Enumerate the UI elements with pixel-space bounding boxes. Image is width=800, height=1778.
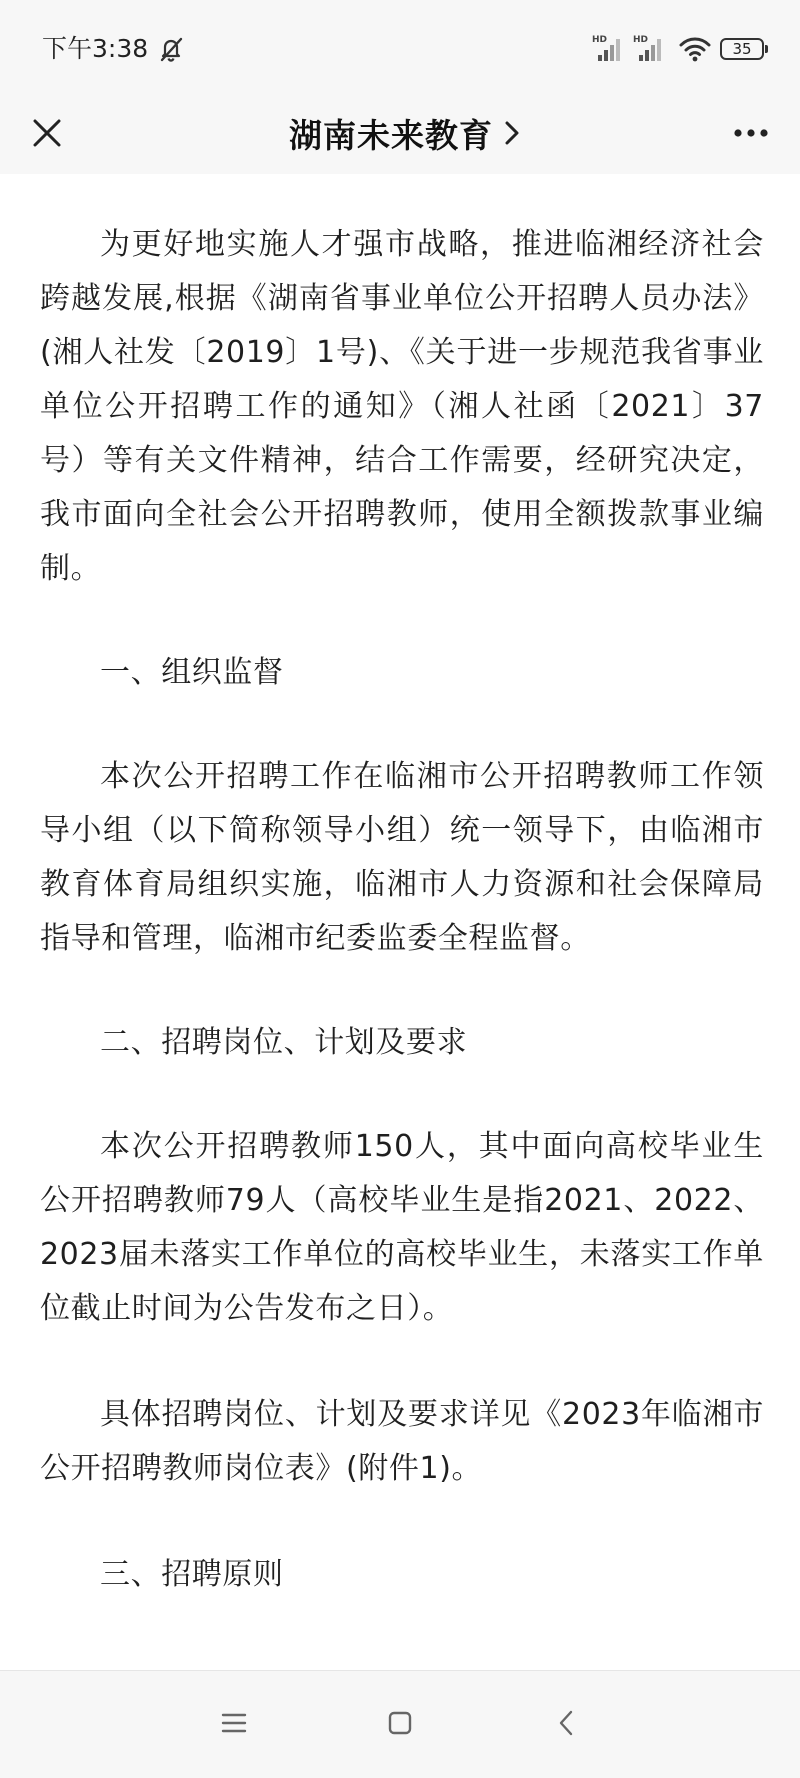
close-icon [32, 118, 62, 148]
article-paragraph-4: 具体招聘岗位、计划及要求详见《2023年临湘市公开招聘教师岗位表》(附件1)。 [40, 1397, 764, 1486]
wifi-icon [678, 35, 712, 63]
more-dots-icon [733, 128, 769, 138]
signal-strength-icon-2 [633, 35, 667, 63]
article-content [40, 174, 764, 1670]
menu-icon [220, 1711, 248, 1735]
bell-off-icon [157, 35, 185, 63]
back-chevron-icon [556, 1709, 576, 1737]
status-bar [0, 0, 800, 92]
article-paragraph-3: 本次公开招聘教师150人，其中面向高校毕业生公开招聘教师79人（高校毕业生是指2021、2022、2023届未落实工作单位的高校毕业生，未落实工作单位截止时间为公告发布之日）。 [40, 1129, 764, 1326]
back-button[interactable] [542, 1699, 590, 1747]
signal-hd-label: HD [592, 35, 608, 45]
home-square-icon [386, 1709, 414, 1737]
article-paragraph-2: 本次公开招聘工作在临湘市公开招聘教师工作领导小组（以下简称领导小组）统一领导下，由临湘市教育体育局组织实施，临湘市人力资源和社会保障局指导和管理，临湘市纪委监委全程监督。 [40, 759, 764, 956]
nav-title-area [0, 92, 800, 174]
signal-strength-icon [592, 35, 626, 63]
title-bar [0, 92, 800, 174]
close-button[interactable] [20, 106, 74, 160]
home-button[interactable] [376, 1699, 424, 1747]
more-options-button[interactable] [724, 106, 778, 160]
battery-icon [720, 38, 764, 60]
battery-level: 35 [732, 40, 752, 58]
section-heading-3: 三、招聘原则 [100, 1557, 284, 1592]
recent-apps-button[interactable] [210, 1699, 258, 1747]
section-heading-2: 二、招聘岗位、计划及要求 [100, 1025, 468, 1060]
system-navigation-bar [0, 1670, 800, 1778]
status-right-group [592, 34, 764, 64]
signal-hd-label-2: HD [633, 35, 649, 45]
chevron-right-icon [503, 119, 521, 147]
status-time: 下午3:38 [42, 34, 149, 63]
account-title-link[interactable] [289, 110, 521, 157]
section-heading-1: 一、组织监督 [100, 655, 284, 690]
article-paragraph-1: 为更好地实施人才强市战略，推进临湘经济社会跨越发展,根据《湖南省事业单位公开招聘人员办法》(湘人社发〔2019〕1号)、《关于进一步规范我省事业单位公开招聘工作的通知》（湘人社函〔2021〕37号）等有关文件精神，结合工作需要，经研究决定，我市面向全社会公开招聘教师，使用全额拨款事业编制。 [40, 227, 764, 586]
page-title: 湖南未来教育 [289, 115, 493, 155]
